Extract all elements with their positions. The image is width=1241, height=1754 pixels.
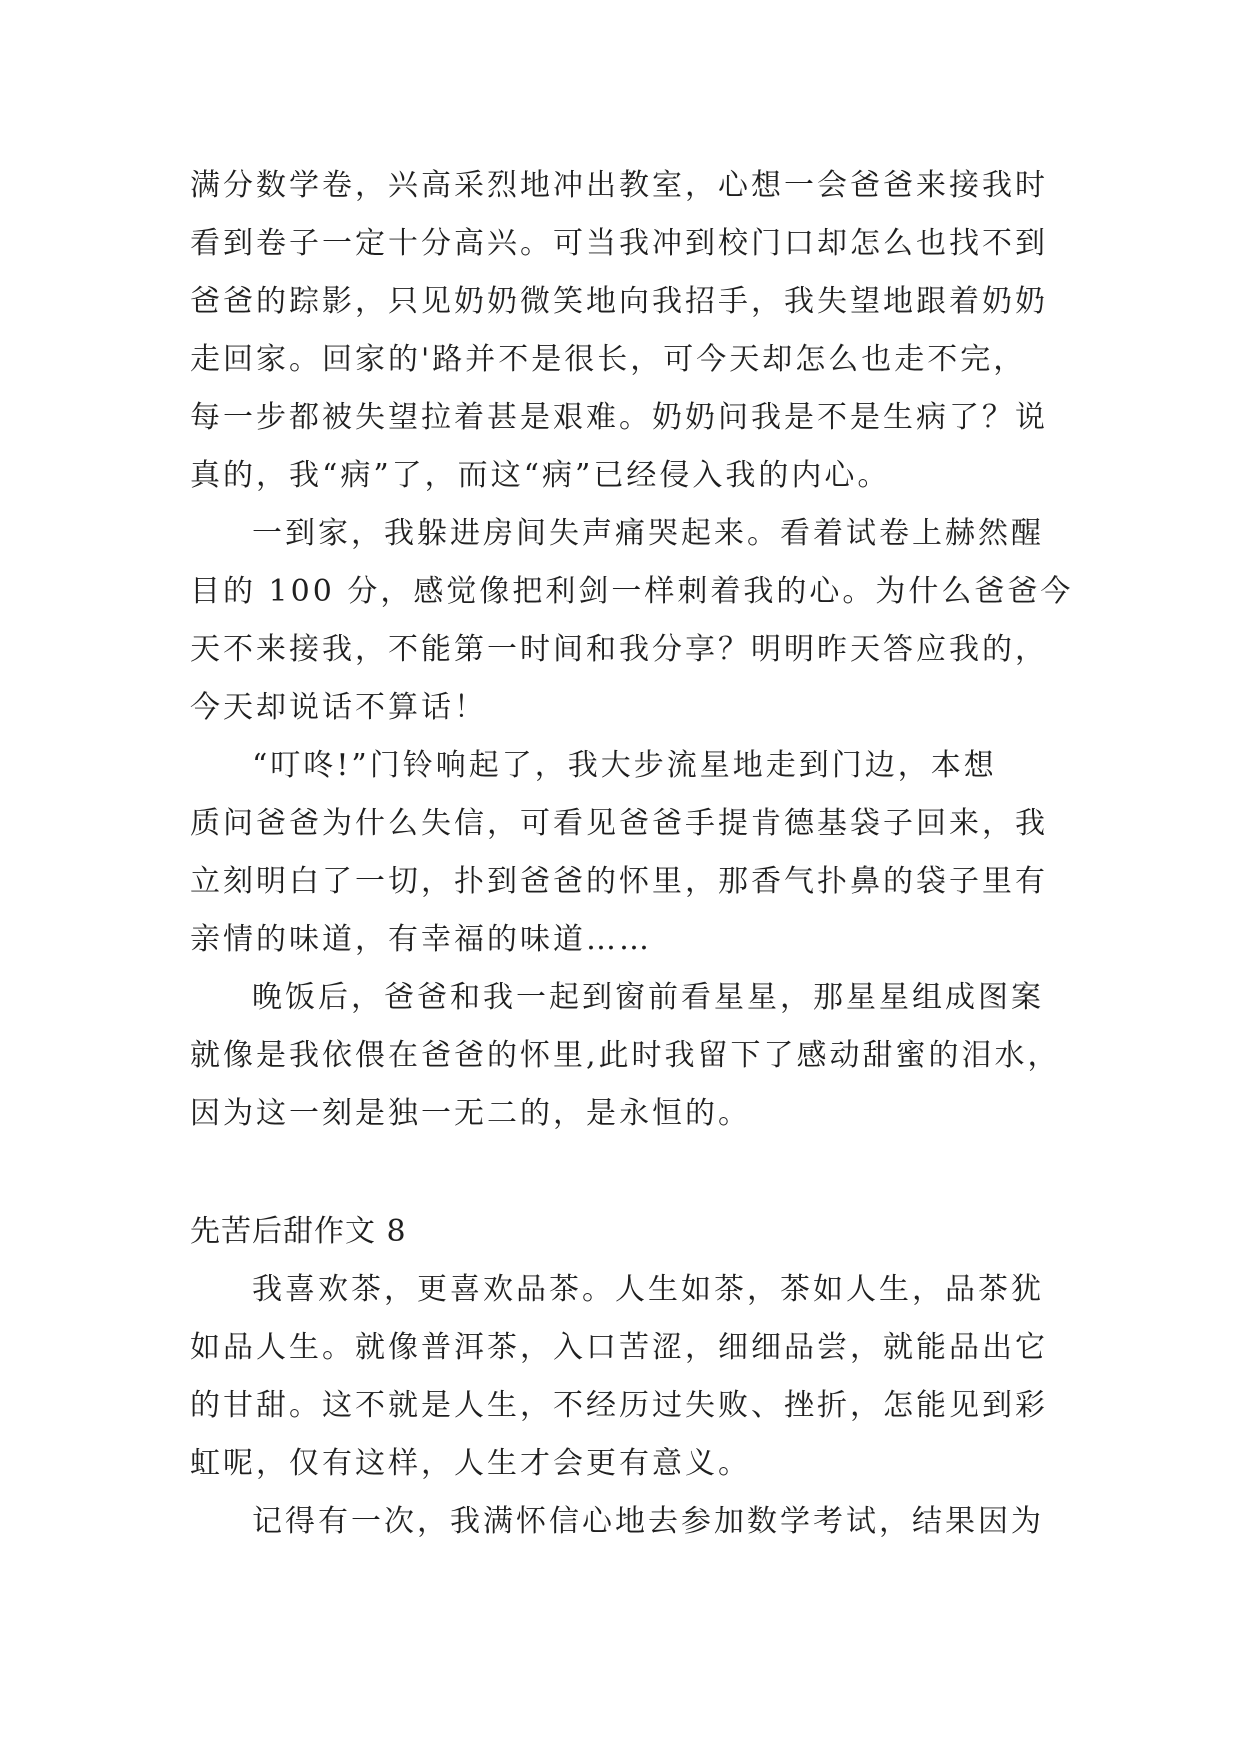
section-paragraph-2-line-1: 记得有一次，我满怀信心地去参加数学考试，结果因为: [252, 1504, 1044, 1539]
paragraph-1-line-2: 看到卷子一定十分高兴。可当我冲到校门口却怎么也找不到: [190, 226, 1048, 261]
paragraph-3-line-3: 立刻明白了一切，扑到爸爸的怀里，那香气扑鼻的袋子里有: [190, 864, 1048, 899]
paragraph-1-line-6: 真的，我“病”了，而这“病”已经侵入我的内心。: [190, 458, 891, 493]
paragraph-3-line-2: 质问爸爸为什么失信，可看见爸爸手提肯德基袋子回来，我: [190, 806, 1048, 841]
section-paragraph-1-line-3: 的甘甜。这不就是人生，不经历过失败、挫折，怎能见到彩: [190, 1388, 1048, 1423]
paragraph-4-line-1: 晚饭后，爸爸和我一起到窗前看星星，那星星组成图案: [252, 980, 1044, 1015]
paragraph-1-line-4: 走回家。回家的'路并不是很长，可今天却怎么也走不完，: [190, 342, 1027, 377]
paragraph-4-line-2: 就像是我依偎在爸爸的怀里,此时我留下了感动甜蜜的泪水，: [190, 1038, 1061, 1073]
paragraph-3-line-4: 亲情的味道，有幸福的味道……: [190, 922, 652, 957]
section-paragraph-1-line-2: 如品人生。就像普洱茶，入口苦涩，细细品尝，就能品出它: [190, 1330, 1048, 1365]
paragraph-2-line-2: 目的 100 分，感觉像把利剑一样刺着我的心。为什么爸爸今: [190, 574, 1074, 609]
paragraph-1-line-1: 满分数学卷，兴高采烈地冲出教室，心想一会爸爸来接我时: [190, 168, 1048, 203]
section-title: 先苦后甜作文 8: [190, 1214, 407, 1249]
paragraph-3-line-1: “叮咚!”门铃响起了，我大步流星地走到门边，本想: [252, 748, 997, 783]
paragraph-1-line-5: 每一步都被失望拉着甚是艰难。奶奶问我是不是生病了？说: [190, 400, 1048, 435]
paragraph-2-line-4: 今天却说话不算话！: [190, 690, 487, 725]
section-paragraph-1-line-1: 我喜欢茶，更喜欢品茶。人生如茶，茶如人生，品茶犹: [252, 1272, 1044, 1307]
section-paragraph-1-line-4: 虹呢，仅有这样，人生才会更有意义。: [190, 1446, 751, 1481]
paragraph-2-line-1: 一到家，我躲进房间失声痛哭起来。看着试卷上赫然醒: [252, 516, 1044, 551]
paragraph-1-line-3: 爸爸的踪影，只见奶奶微笑地向我招手，我失望地跟着奶奶: [190, 284, 1048, 319]
paragraph-2-line-3: 天不来接我，不能第一时间和我分享？明明昨天答应我的，: [190, 632, 1048, 667]
paragraph-4-line-3: 因为这一刻是独一无二的，是永恒的。: [190, 1096, 751, 1131]
